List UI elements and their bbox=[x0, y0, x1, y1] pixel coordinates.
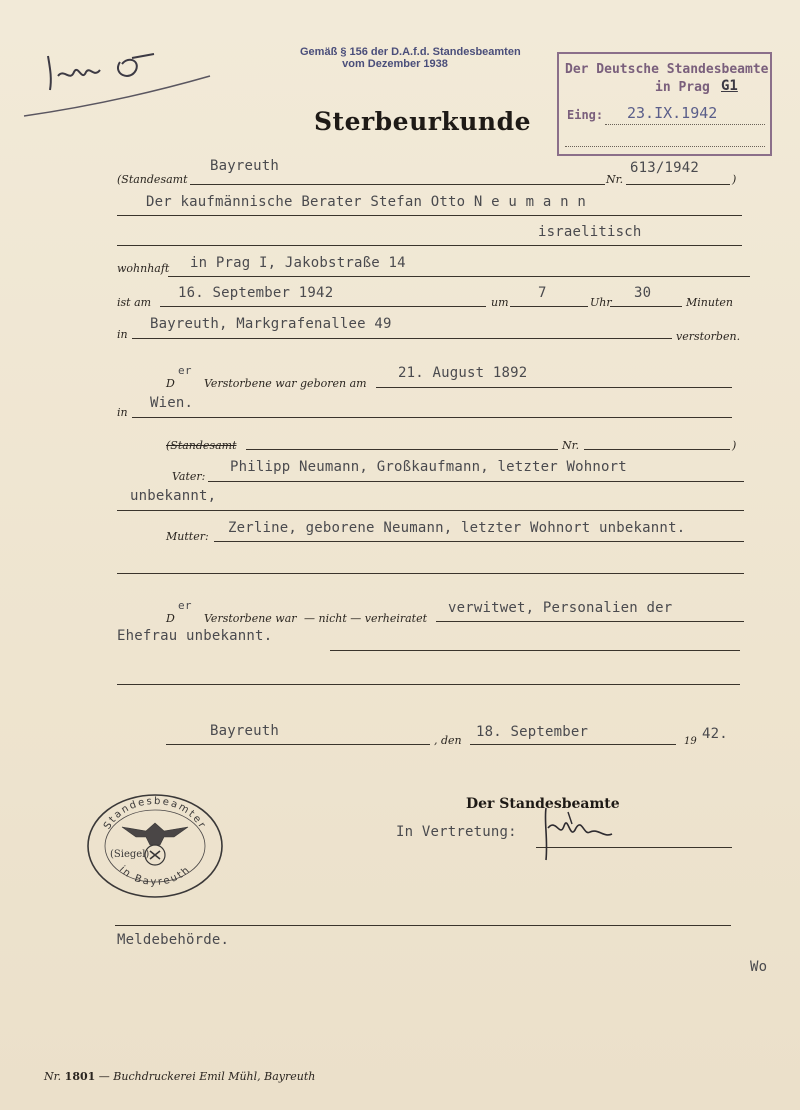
issue-place: Bayreuth bbox=[210, 723, 280, 739]
page-title: Sterbeurkunde bbox=[314, 107, 531, 136]
issue-den-label: , den bbox=[434, 734, 462, 747]
birth-place-label: in bbox=[117, 406, 128, 419]
birth-date: 21. August 1892 bbox=[398, 365, 528, 381]
birth-registry-nr: Nr. bbox=[562, 439, 580, 452]
died-word: verstorben. bbox=[676, 330, 741, 343]
mother-text: Zerline, geborene Neumann, letzter Wohnort unbekannt. bbox=[228, 520, 686, 536]
regulation-stamp-line2: vom Dezember 1938 bbox=[342, 58, 448, 70]
signature-title: Der Standesbeamte bbox=[466, 796, 620, 812]
deceased-religion: israelitisch bbox=[538, 224, 642, 240]
registry-number: 613/1942 bbox=[630, 160, 700, 176]
death-hour: 7 bbox=[538, 285, 547, 301]
issue-year-suffix: 42. bbox=[702, 726, 728, 742]
issue-date: 18. September bbox=[476, 724, 589, 740]
birth-label: Verstorbene war geboren am bbox=[204, 377, 367, 390]
marital-text2: Ehefrau unbekannt. bbox=[117, 628, 273, 644]
father-line2: unbekannt, bbox=[130, 488, 217, 504]
deceased-name: Der kaufmännische Berater Stefan Otto N e u m a n n bbox=[146, 194, 587, 210]
printer-nr-label: Nr. bbox=[44, 1070, 62, 1083]
father-line1: Philipp Neumann, Großkaufmann, letzter Wohnort bbox=[230, 459, 627, 475]
svg-text:in Bayreuth bbox=[117, 864, 193, 888]
office-stamp-received-date: 23.IX.1942 bbox=[627, 104, 718, 122]
death-place-label: in bbox=[117, 328, 128, 341]
office-stamp bbox=[557, 52, 772, 156]
marital-text1: verwitwet, Personalien der bbox=[448, 600, 673, 616]
uhr-label: Uhr bbox=[590, 296, 612, 309]
seal-center: (Siegel) bbox=[110, 849, 150, 860]
seal-ring-bottom: in Bayreuth bbox=[116, 864, 194, 888]
office-stamp-line2-prefix: in Prag bbox=[655, 80, 710, 95]
official-seal-icon bbox=[86, 793, 224, 899]
handwritten-signature-icon bbox=[538, 798, 618, 864]
office-stamp-received-label: Eing: bbox=[567, 108, 604, 122]
birth-place: Wien. bbox=[150, 395, 194, 411]
printer-name: — Buchdruckerei Emil Mühl, Bayreuth bbox=[98, 1070, 316, 1083]
marital-label: Verstorbene war bbox=[204, 612, 297, 625]
death-date-label: ist am bbox=[117, 296, 152, 309]
registry-close: ) bbox=[732, 173, 737, 186]
death-minutes: 30 bbox=[634, 285, 652, 301]
mother-label: Mutter: bbox=[166, 530, 209, 543]
residence-value: in Prag I, Jakobstraße 14 bbox=[190, 255, 406, 271]
office-stamp-handwritten: G1 bbox=[721, 78, 738, 94]
printer-footer bbox=[44, 1070, 315, 1083]
residence-label: wohnhaft bbox=[117, 262, 170, 275]
birth-registry-label: (Standesamt bbox=[166, 439, 237, 452]
time-um-label: um bbox=[491, 296, 509, 309]
minutes-label: Minuten bbox=[686, 296, 733, 309]
birth-prefix-er: er bbox=[178, 364, 192, 377]
father-label: Vater: bbox=[172, 470, 206, 483]
marital-struck: — nicht — verheiratet bbox=[304, 612, 428, 625]
registry-office: Bayreuth bbox=[210, 158, 280, 174]
birth-registry-close: ) bbox=[732, 439, 737, 452]
printer-nr: 1801 bbox=[64, 1070, 96, 1083]
regulation-stamp bbox=[300, 46, 521, 70]
regulation-stamp-line1: Gemäß § 156 der D.A.f.d. Standesbeamten bbox=[300, 46, 521, 58]
office-stamp-line1: Der Deutsche Standesbeamte bbox=[565, 62, 769, 77]
registry-nr-label: Nr. bbox=[606, 173, 624, 186]
in-vertretung-label: In Vertretung: bbox=[396, 824, 517, 840]
marital-prefix-er: er bbox=[178, 599, 192, 612]
meldebehoerde: Meldebehörde. bbox=[117, 932, 230, 948]
marital-prefix-d: D bbox=[166, 612, 175, 625]
death-date: 16. September 1942 bbox=[178, 285, 334, 301]
birth-prefix-d: D bbox=[166, 377, 175, 390]
handwritten-note-icon bbox=[20, 38, 220, 120]
corner-note: Wo bbox=[750, 959, 768, 975]
registry-label: (Standesamt bbox=[117, 173, 188, 186]
seal-ring-top: Standesbeamter bbox=[101, 795, 209, 832]
death-place: Bayreuth, Markgrafenallee 49 bbox=[150, 316, 392, 332]
issue-year-prefix: 19 bbox=[684, 736, 697, 747]
